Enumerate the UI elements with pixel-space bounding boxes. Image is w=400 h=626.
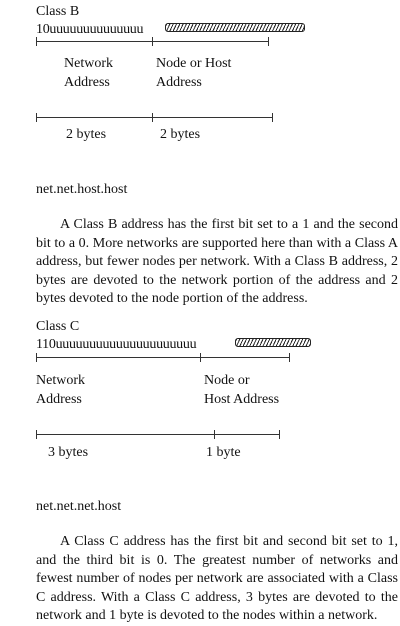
class-c-network-size: 3 bytes [48, 445, 89, 460]
class-b-host-label-line2: Address [156, 75, 202, 90]
class-c-network-label: Network [36, 373, 85, 388]
class-c-host-label: Node or [204, 373, 250, 388]
class-c-title: Class C [36, 319, 80, 334]
class-b-network-label-line2: Address [64, 75, 110, 90]
class-c-host-bits-hatch [235, 338, 311, 347]
class-b-bit-pattern: 10uuuuuuuuuuuuuu [36, 22, 144, 37]
class-c-notation: net.net.net.host [36, 499, 122, 514]
class-b-host-label: Node or Host [156, 56, 232, 71]
class-b-description: A Class B address has the first bit set to a 1 and the second bit to a 0. More networks are supported here than with a Class A address, but fewer nodes per network. With a Class B address, 2 bytes are devoted to the network portion of the address and 2 bytes devoted to the node portion of the address. [36, 217, 398, 306]
class-b-network-label: Network [64, 56, 113, 71]
class-b-host-bits-hatch [165, 23, 305, 32]
class-b-title: Class B [36, 4, 80, 19]
class-c-host-label-line2: Host Address [204, 392, 280, 407]
class-b-host-size: 2 bytes [160, 127, 201, 142]
class-b-notation: net.net.host.host [36, 182, 128, 197]
class-b-network-size: 2 bytes [66, 127, 107, 142]
class-c-bit-pattern: 110uuuuuuuuuuuuuuuuuuuuu [36, 337, 197, 352]
class-c-network-label-line2: Address [36, 392, 82, 407]
class-c-host-size: 1 byte [206, 445, 241, 460]
class-c-description: A Class C address has the first bit and second bit set to 1, and the third bit is 0. The greatest number of networks and fewest number of nodes per network are associated with a Class C address. With a Class C address, 3 bytes are devoted to the network and 1 byte is devoted to the nodes within a network. [36, 534, 398, 623]
